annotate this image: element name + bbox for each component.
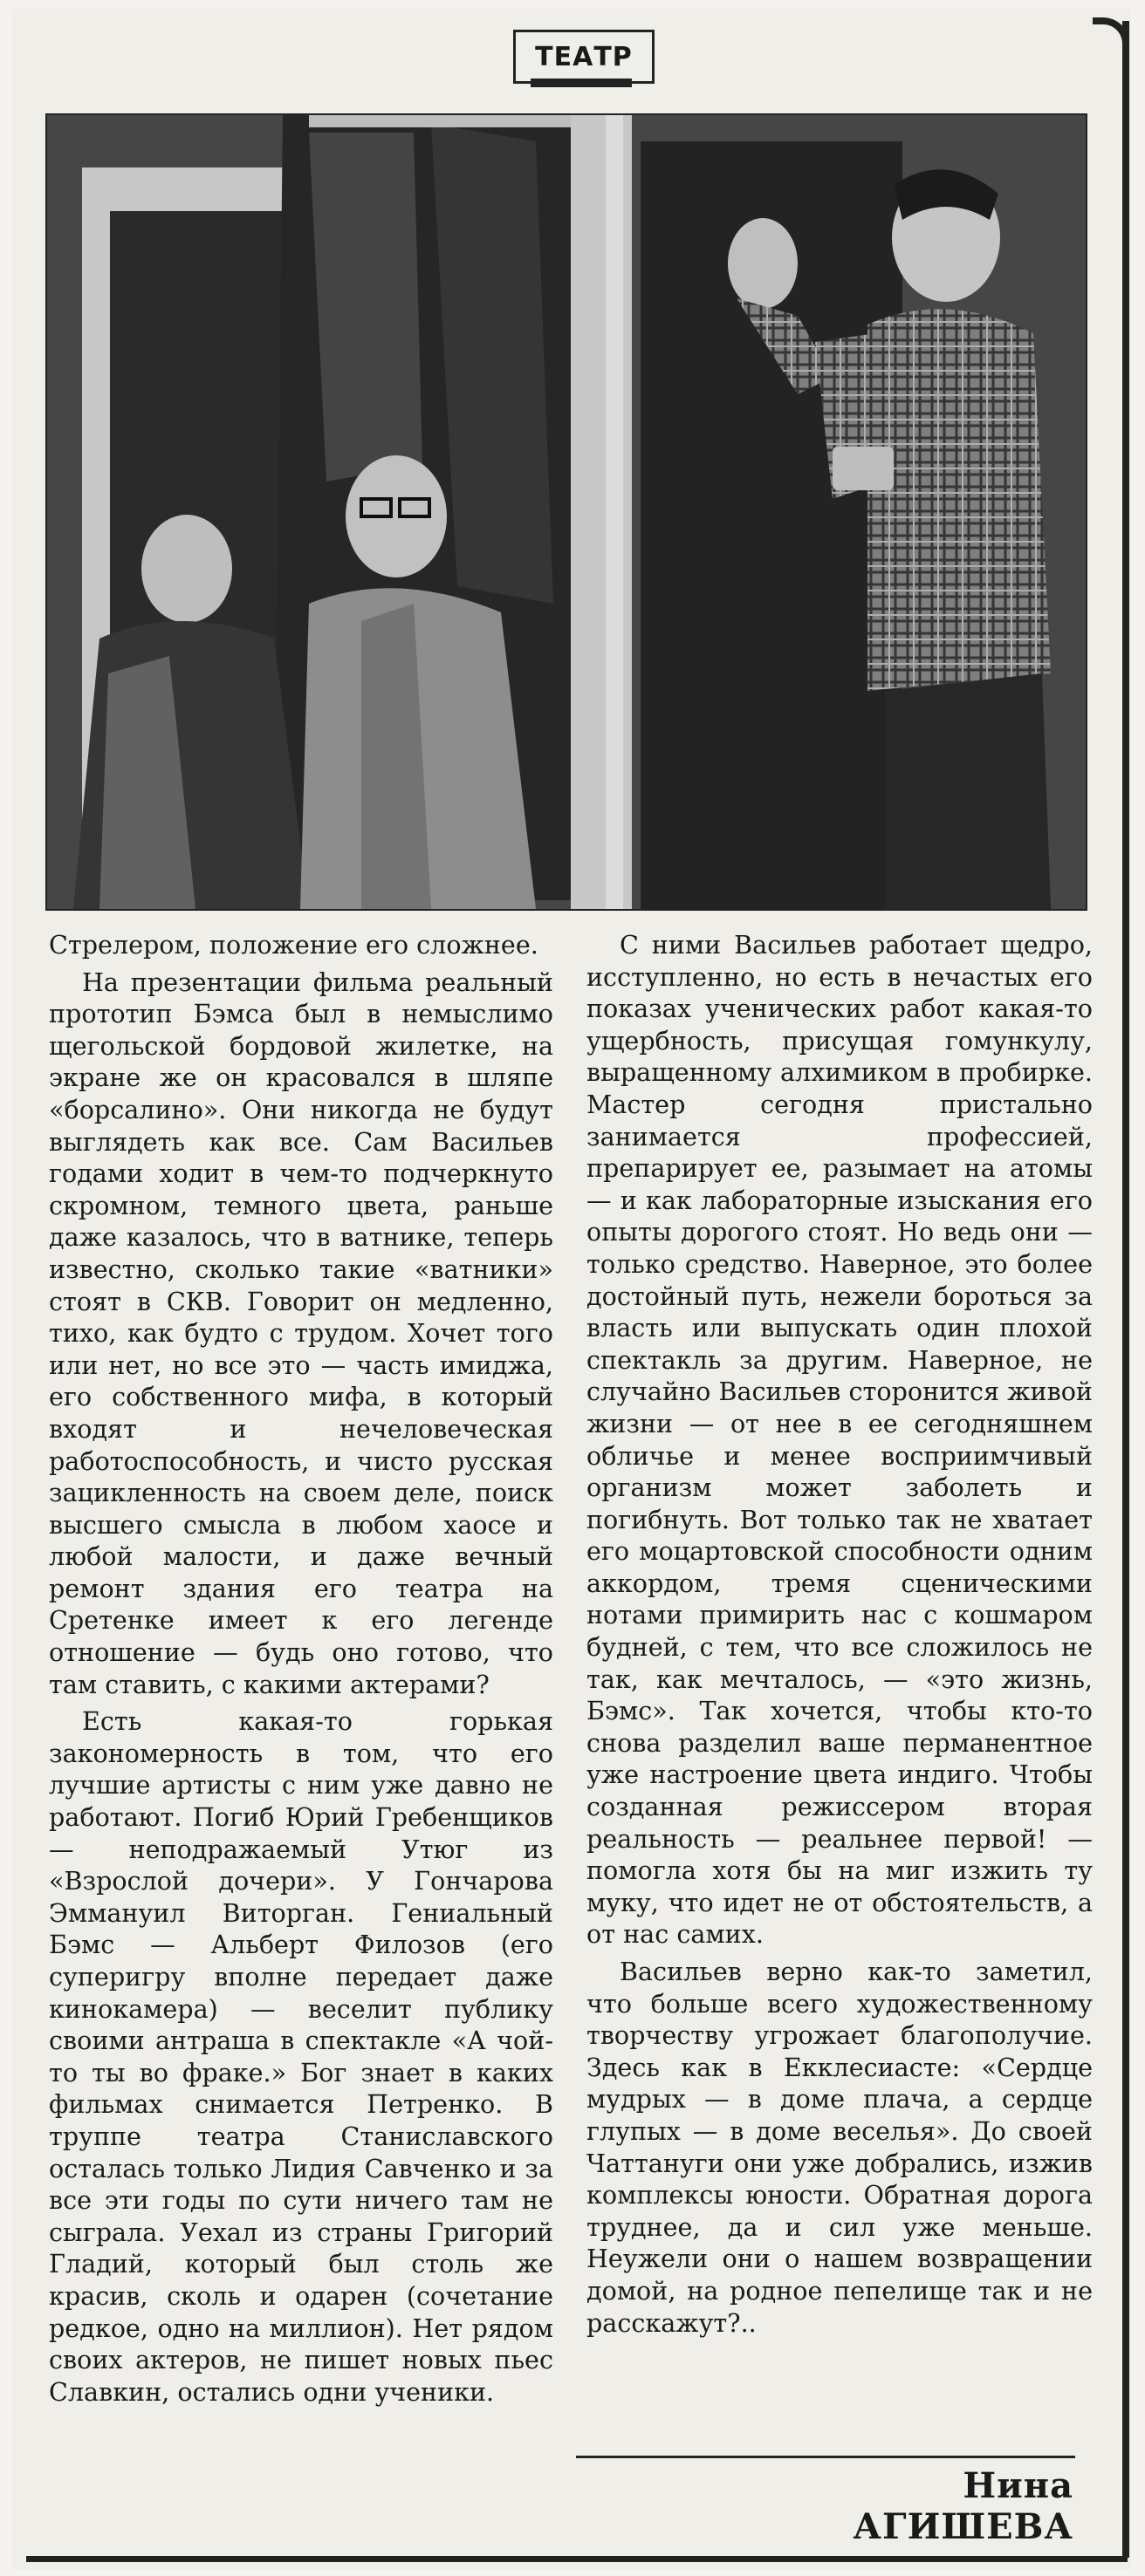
paragraph: Стрелером, положение его сложнее. <box>49 930 538 960</box>
section-label: ТЕАТР <box>535 41 633 72</box>
bottom-border-rule <box>26 2556 1128 2562</box>
paragraph: На презентации фильма реальный прототип Бэмса был в немыслимо щегольской бордовой жилетке, на экране же он красовался в шляпе «борсалино». Они никогда не будут выглядеть как все. Сам Васильев годами ходит в чем-то подчеркнуто скромном, темного цвета, раньше даже казалось, что в ватнике, теперь известно, сколько такие «ватники» стоят в СКВ. Говорит он медленно, тихо, как будто с трудом. Хочет того или нет, но все это — часть имиджа, его собственного мифа, в который входят и нечеловеческая работоспособность, и чисто русская зацикленность на своем деле, поиск высшего смысла в любом хаосе и любой малости, и даже вечный ремонт здания его театра на Сретенке имеет к его легенде отношение — будь оно готово, что там ставить, с какими актерами? <box>49 967 553 1699</box>
paragraph: Васильев верно как-то заметил, что больше всего художественному творчеству угрожает благополучие. Здесь как в Екклесиасте: «Сердце мудрых — в доме плача, а сердце глупых — в доме веселья». До своей Чаттануги они уже добрались, изжив комплексы юности. Обратная дорога труднее, да и сил уже меньше. Неужели они о нашем возвращении домой, на родное пепелище так и не расскажут?.. <box>586 1957 1093 2338</box>
author-signature: Нина АГИШЕВА <box>853 2465 1073 2547</box>
article-photo <box>45 113 1087 911</box>
article-column-left <box>49 929 553 2413</box>
right-border-rule <box>1122 21 1129 2558</box>
signature-rule <box>576 2456 1075 2458</box>
paragraph: С ними Васильев работает щедро, исступленно, но есть в нечастых его показах ученических работ какая-то ущербность, присущая гомункулу, выращенному алхимиком в пробирке. Мастер сегодня пристально занимается профессией, препарирует ее, разымает на атомы — и как лабораторные изыскания его опыты дорогого стоят. Но ведь они — только средство. Наверное, это более достойный путь, нежели бороться за власть или выпускать один плохой спектакль за другим. Наверное, не случайно Васильев сторонится живой жизни — от нее в ее сегодняшнем обличье и менее восприимчивый организм может заболеть и погибнуть. Вот только так не хватает его моцартовской способности одним аккордом, тремя сценическими нотами примирить нас с кошмаром будней, с тем, что все сложилось не так, как мечталось, — «это жизнь, Бэмс». Так хочется, чтобы кто-то снова разделил ваше перманентное уже настроение цвета индиго. Чтобы созданная режиссером вторая реальность — реальнее первой! — помогла хотя бы на миг изжить ту муку, что идет не от обстоятельств, а от нас самих. <box>586 930 1093 1950</box>
section-rubric <box>513 30 655 84</box>
photo-illustration <box>47 115 1086 909</box>
article-column-right <box>586 929 1093 2344</box>
rubric-underline <box>531 79 632 87</box>
paragraph: Есть какая-то горькая закономерность в том, что его лучшие артисты с ним уже давно не работают. Погиб Юрий Гребенщиков — неподражаемый Утюг из «Взрослой дочери». У Гончарова Эммануил Виторган. Гениальный Бэмс — Альберт Филозов (его суперигру вполне передает даже кинокамера) — веселит публику своими антраша в спектакле «А чой-то ты во фраке.» Бог знает в каких фильмах снимается Петренко. В труппе театра Станиславского осталась только Лидия Савченко и за все эти годы по сути ничего там не сыграла. Уехал из страны Григорий Гладий, который был столь же красив, сколь и одарен (сочетание редкое, одно на миллион). Нет рядом своих актеров, не пишет новых пьес Славкин, остались одни ученики. <box>49 1706 553 2407</box>
